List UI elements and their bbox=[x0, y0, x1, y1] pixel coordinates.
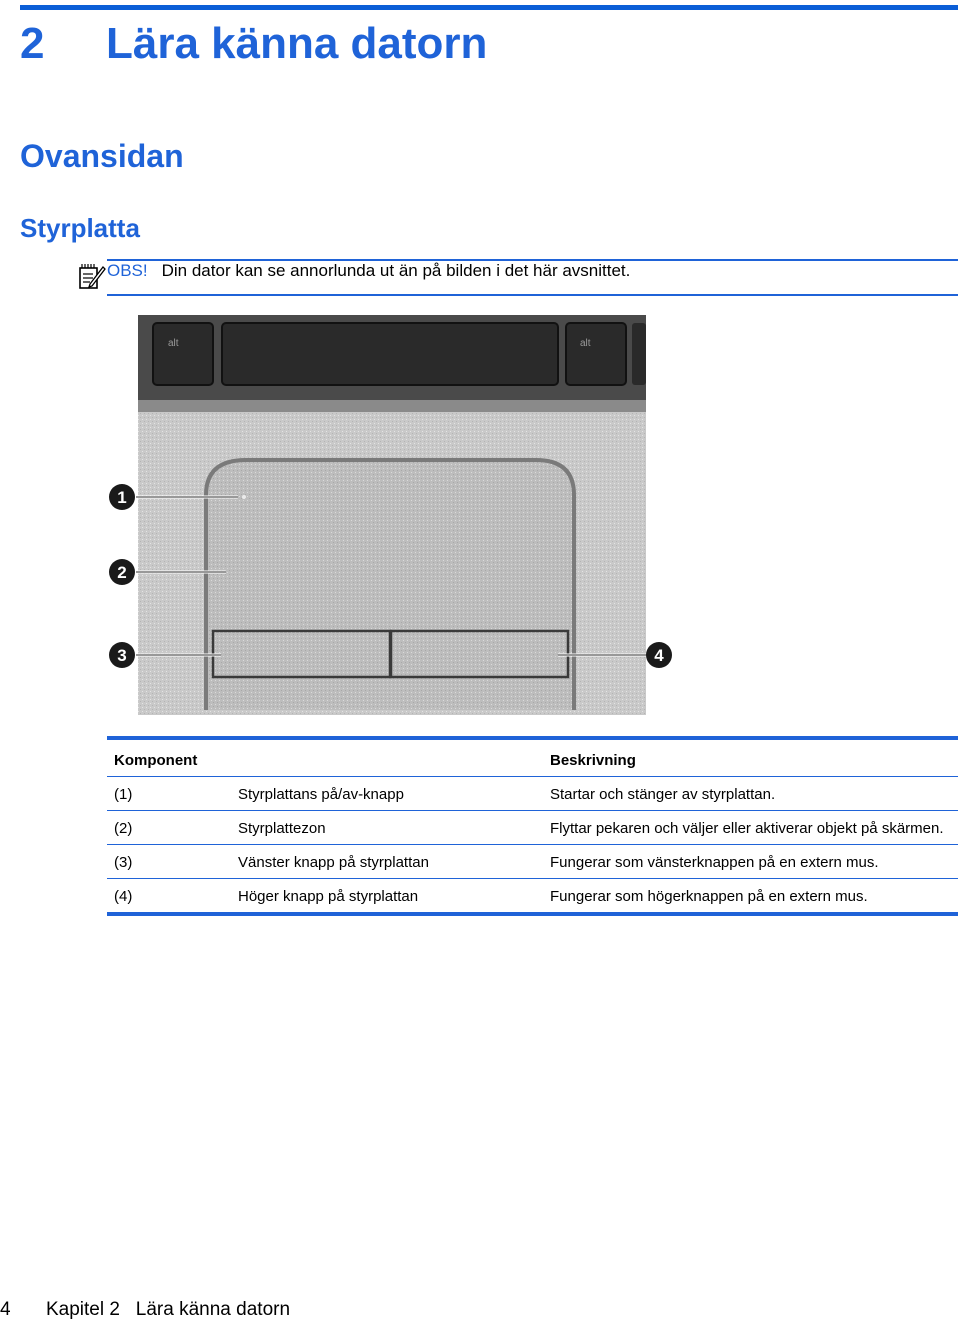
section-title: Ovansidan bbox=[20, 138, 184, 174]
chapter-title-text: Lära känna datorn bbox=[106, 19, 488, 68]
footer-chapter-label: Kapitel 2 bbox=[46, 1299, 120, 1320]
footer-chapter bbox=[46, 1298, 290, 1322]
note-rule-bottom bbox=[107, 294, 958, 296]
callout-3-label: 3 bbox=[117, 646, 127, 665]
row-component: Styrplattezon bbox=[238, 820, 326, 837]
row-description: Fungerar som högerknappen på en extern mus. bbox=[550, 888, 868, 905]
note bbox=[107, 260, 630, 282]
note-icon bbox=[76, 262, 106, 292]
row-description: Fungerar som vänsterknappen på en extern mus. bbox=[550, 854, 879, 871]
header-description: Beskrivning bbox=[550, 752, 636, 769]
chapter-title bbox=[20, 18, 487, 70]
row-description: Startar och stänger av styrplattan. bbox=[550, 786, 776, 803]
row-number: (3) bbox=[114, 854, 133, 871]
callout-1-label: 1 bbox=[117, 488, 127, 507]
key-alt-left bbox=[153, 323, 213, 385]
row-component: Styrplattans på/av-knapp bbox=[238, 786, 404, 803]
table-row bbox=[107, 811, 958, 844]
table-row bbox=[107, 879, 958, 912]
note-label: OBS! bbox=[107, 261, 148, 280]
top-rule bbox=[20, 5, 958, 10]
note-text: Din dator kan se annorlunda ut än på bilden i det här avsnittet. bbox=[161, 261, 631, 280]
row-number: (4) bbox=[114, 888, 133, 905]
key-alt-left-label: alt bbox=[168, 338, 179, 349]
right-touchpad-button bbox=[391, 631, 568, 677]
page-number: 4 bbox=[0, 1299, 11, 1320]
key-alt-right bbox=[566, 323, 626, 385]
row-number: (1) bbox=[114, 786, 133, 803]
header-component: Komponent bbox=[114, 752, 198, 769]
row-component: Höger knapp på styrplattan bbox=[238, 888, 419, 905]
callout-2-label: 2 bbox=[117, 563, 127, 582]
touchpad-illustration bbox=[106, 315, 686, 715]
key-alt-right-label: alt bbox=[580, 338, 591, 349]
footer-chapter-title: Lära känna datorn bbox=[135, 1299, 291, 1320]
callout-4-label: 4 bbox=[654, 646, 664, 665]
row-number: (2) bbox=[114, 820, 133, 837]
subsection-title: Styrplatta bbox=[20, 213, 140, 243]
row-description: Flyttar pekaren och väljer eller aktiverar objekt på skärmen. bbox=[550, 820, 944, 837]
key-space bbox=[222, 323, 558, 385]
table-header bbox=[107, 740, 958, 776]
chapter-number: 2 bbox=[20, 19, 45, 68]
touchpad-toggle-indicator bbox=[242, 495, 246, 499]
component-table bbox=[107, 736, 958, 916]
row-component: Vänster knapp på styrplattan bbox=[238, 854, 429, 871]
left-touchpad-button bbox=[213, 631, 390, 677]
table-row bbox=[107, 777, 958, 810]
table-row bbox=[107, 845, 958, 878]
